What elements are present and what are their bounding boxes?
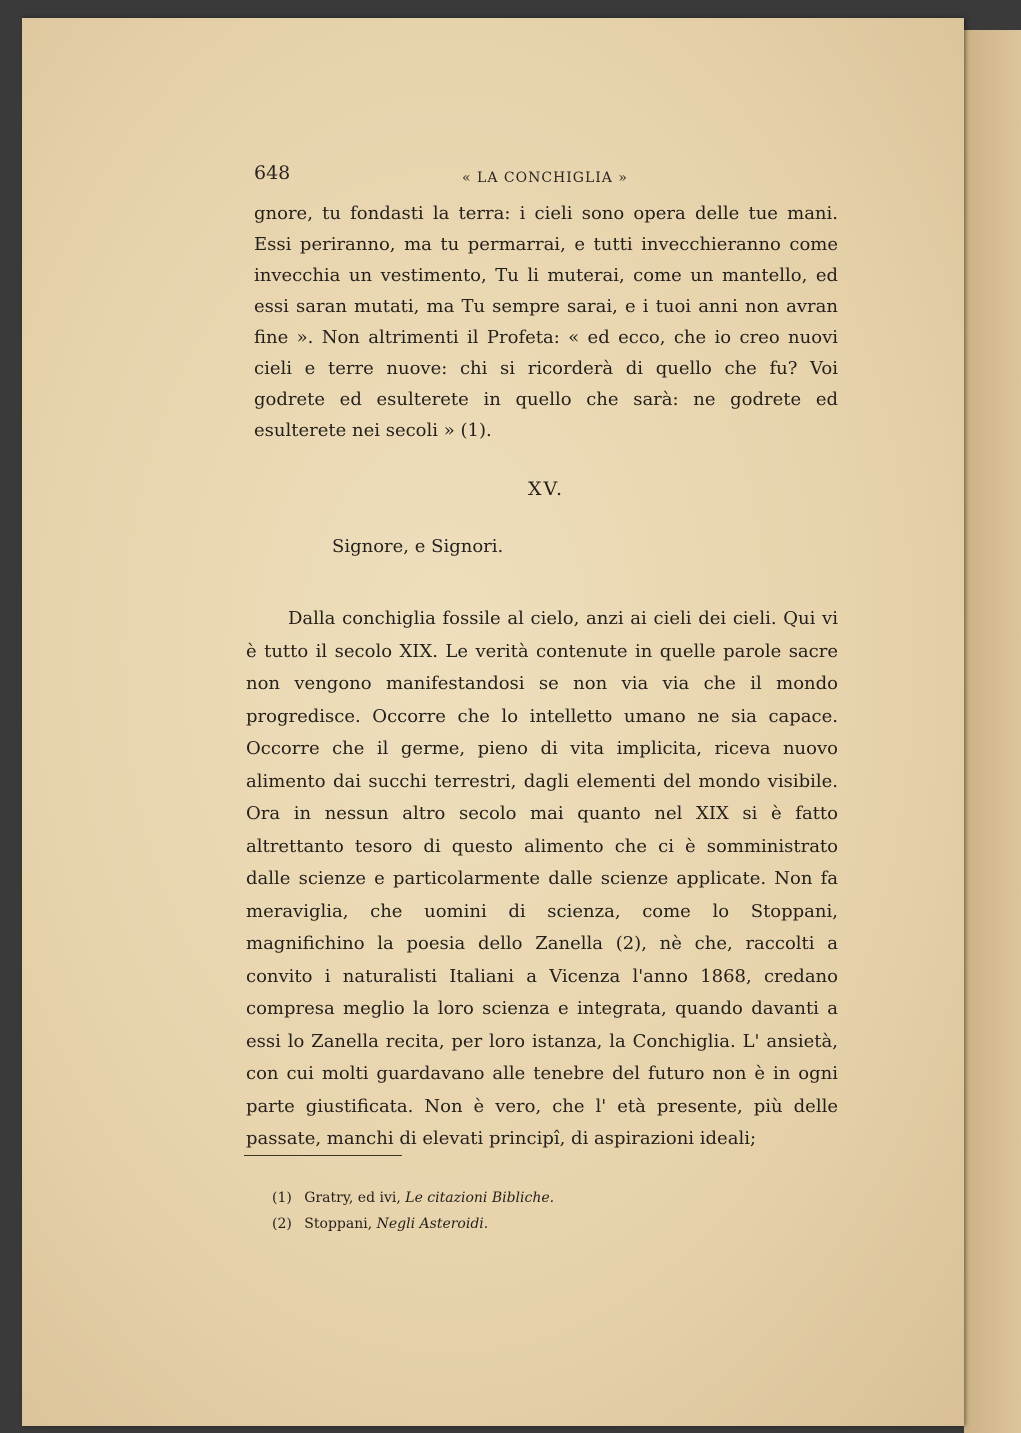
footnote-2: [272, 1211, 832, 1237]
footnote-text: Stoppani,: [304, 1216, 373, 1232]
footnote-title: Le citazioni Bibliche.: [405, 1190, 555, 1206]
footnote-1: [272, 1185, 832, 1211]
footnote-title: Negli Asteroidi.: [376, 1216, 489, 1232]
footnote-divider: [244, 1155, 402, 1156]
body-paragraph: Dalla conchiglia fossile al cielo, anzi ai cieli dei cieli. Qui vi è tutto il secolo XIX. Le verità contenute in quelle parole sacre non vengono manifestandosi se non via via che il mondo progredisce. Occorre che lo intelletto umano ne sia capace. Occorre che il germe, pieno di vita implicita, riceva nuovo alimento dai succhi terrestri, dagli elementi del mondo visibile. Ora in nessun altro secolo mai quanto nel XIX si è fatto altrettanto tesoro di questo alimento che ci è somministrato dalle scienze e particolarmente dalle scienze applicate. Non fa meraviglia, che uomini di scienza, come lo Stoppani, magnifichino la poesia dello Zanella (2), nè che, raccolti a convito i naturalisti Italiani a Vicenza l'anno 1868, credano compresa meglio la loro scienza e integrata, quando davanti a essi lo Zanella recita, per loro istanza, la Conchiglia. L' ansietà, con cui molti guardavano alle tenebre del futuro non è in ogni parte giustificata. Non è vero, che l' età presente, più delle passate, manchi di elevati principî, di aspirazioni ideali;: [246, 608, 838, 1149]
page-header: [254, 160, 854, 190]
footnote-number: (1): [272, 1190, 292, 1206]
section-number: XV.: [528, 478, 564, 500]
facing-page-edge: [964, 30, 1021, 1433]
page-number: 648: [254, 162, 291, 184]
salutation: Signore, e Signori.: [332, 536, 504, 557]
running-title: « LA CONCHIGLIA »: [462, 170, 628, 186]
footnote-number: (2): [272, 1216, 292, 1232]
footnote-text: Gratry, ed ivi,: [304, 1190, 401, 1206]
footnotes: [272, 1185, 832, 1237]
paragraph-continuation: gnore, tu fondasti la terra: i cieli sono opera delle tue mani. Essi periranno, ma tu permarrai, e tutti invecchieranno come invecchia un vestimento, Tu li muterai, come un mantello, ed essi saran mutati, ma Tu sempre sarai, e i tuoi anni non avran fine ». Non altrimenti il Profeta: « ed ecco, che io creo nuovi cieli e terre nuove: chi si ricorderà di quello che fu? Voi godrete ed esulterete in quello che sarà: ne godrete ed esulterete nei secoli » (1).: [254, 203, 838, 441]
